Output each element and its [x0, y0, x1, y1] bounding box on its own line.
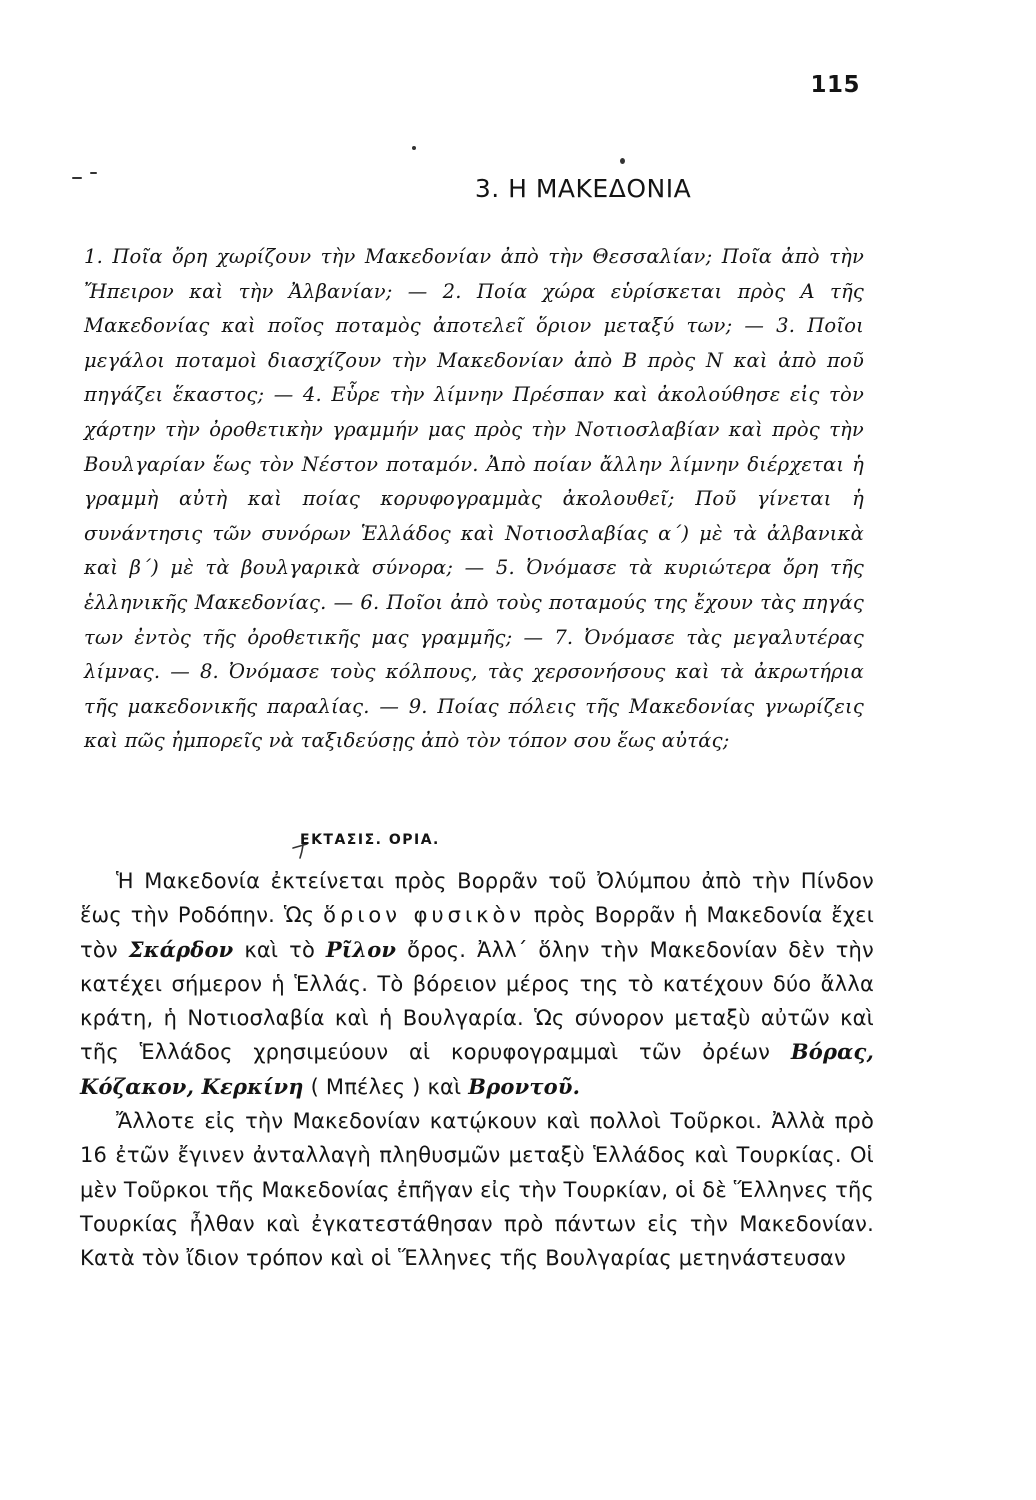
- mountain-name: Σκάρδον: [128, 936, 234, 962]
- spaced-emphasis: ὅριον φυσικὸν: [323, 903, 526, 928]
- chapter-title: 3. Η ΜΑΚΕΔΟΝΙΑ: [474, 174, 692, 203]
- mountain-name: Βροντοῦ.: [468, 1073, 581, 1099]
- paragraph-extent: [80, 864, 874, 1104]
- ink-speck: [412, 146, 416, 150]
- page-number: 115: [810, 72, 860, 98]
- section-heading: ΕΚΤΑΣΙΣ. ΟΡΙΑ.: [300, 832, 440, 848]
- ink-speck: [620, 158, 625, 164]
- paragraph-text: Ἡ Μακεδονία ἐκτείνεται πρὸς Βορρᾶν τοῦ Ὀλύμπου ἀπὸ τὴν Πίνδον ἕως τὴν Ροδόπην. Ὡς: [80, 869, 874, 928]
- body-text: [80, 864, 874, 1276]
- mountain-name: Ρῖλον: [325, 936, 397, 962]
- paragraph-population: Ἄλλοτε εἰς τὴν Μακεδονίαν κατῴκουν καὶ πολλοὶ Τοῦρκοι. Ἀλλὰ πρὸ 16 ἐτῶν ἔγινεν ἀνταλλαγὴ πληθυσμῶν μεταξὺ Ἑλλάδος καὶ Τουρκίας. Οἱ μὲν Τοῦρκοι τῆς Μακεδονίας ἐπῆγαν εἰς τὴν Τουρκίαν, οἱ δὲ Ἕλληνες τῆς Τουρκίας ἦλθαν καὶ ἐγκατεστάθησαν πρὸ πάντων εἰς τὴν Μακεδονίαν. Κατὰ τὸν ἴδιον τρόπον καὶ οἱ Ἕλληνες τῆς Βουλγαρίας μετηνάστευσαν: [80, 1109, 874, 1271]
- paragraph-text: καὶ τὸ: [233, 937, 326, 962]
- paragraph-text: ( Μπέλες ) καὶ: [303, 1074, 469, 1099]
- review-questions: 1. Ποῖα ὄρη χωρίζουν τὴν Μακεδονίαν ἀπὸ τὴν Θεσσαλίαν; Ποῖα ἀπὸ τὴν Ἤπειρον καὶ τὴν Ἀλβανίαν; — 2. Ποία χώρα εὑρίσκεται πρὸς Α τῆς Μακεδονίας καὶ ποῖος ποταμὸς ἀποτελεῖ ὅριον μεταξύ των; — 3. Ποῖοι μεγάλοι ποταμοὶ διασχίζουν τὴν Μακεδονίαν ἀπὸ Β πρὸς Ν καὶ ἀπὸ ποῦ πηγάζει ἕκαστος; — 4. Εὗρε τὴν λίμνην Πρέσπαν καὶ ἀκολούθησε εἰς τὸν χάρτην τὴν ὀροθετικὴν γραμμήν μας πρὸς τὴν Νοτιοσλαβίαν καὶ πρὸς τὴν Βουλγαρίαν ἕως τὸν Νέστον ποταμόν. Ἀπὸ ποίαν ἄλλην λίμνην διέρχεται ἡ γραμμὴ αὐτὴ καὶ ποίας κορυφογραμμὰς ἀκολουθεῖ; Ποῦ γίνεται ἡ συνάντησις τῶν συνόρων Ἑλλάδος καὶ Νοτιοσλαβίας α΄) μὲ τὰ ἀλβανικὰ καὶ β΄) μὲ τὰ βουλγαρικὰ σύνορα; — 5. Ὀνόμασε τὰ κυριώτερα ὄρη τῆς ἑλληνικῆς Μακεδονίας. — 6. Ποῖοι ἀπὸ τοὺς ποταμούς της ἔχουν τὰς πηγάς των ἐντὸς τῆς ὀροθετικῆς μας γραμμῆς; — 7. Ὀνόμασε τὰς μεγαλυτέρας λίμνας. — 8. Ὀνόμασε τοὺς κόλπους, τὰς χερσονήσους καὶ τὰ ἀκρωτήρια τῆς μακεδονικῆς παραλίας. — 9. Ποίας πόλεις τῆς Μακεδονίας γνωρίζεις καὶ πῶς ἠμπορεῖς νὰ ταξιδεύσῃς ἀπὸ τὸν τόπον σου ἕως αὐτάς;: [84, 245, 864, 753]
- paragraph-text: πρὸς Βορρᾶν ἡ Μακεδονία ἔχει τὸν: [80, 903, 875, 962]
- mountain-names: Βόρας, Κόζακον, Κερκίνη: [80, 1039, 874, 1099]
- paragraph-text: ὄρος. Ἀλλ΄ ὅλην τὴν Μακεδονίαν δὲν τὴν κατέχει σήμερον ἡ Ἑλλάς. Τὸ βόρειον μέρος της τὸ κατέχουν δύο ἄλλα κράτη, ἡ Νοτιοσλαβία καὶ ἡ Βουλγαρία. Ὡς σύνορον μεταξὺ αὐτῶν καὶ τῆς Ἑλλάδος χρησιμεύουν αἱ κορυφογραμμαὶ τῶν ὀρέων: [80, 937, 874, 1065]
